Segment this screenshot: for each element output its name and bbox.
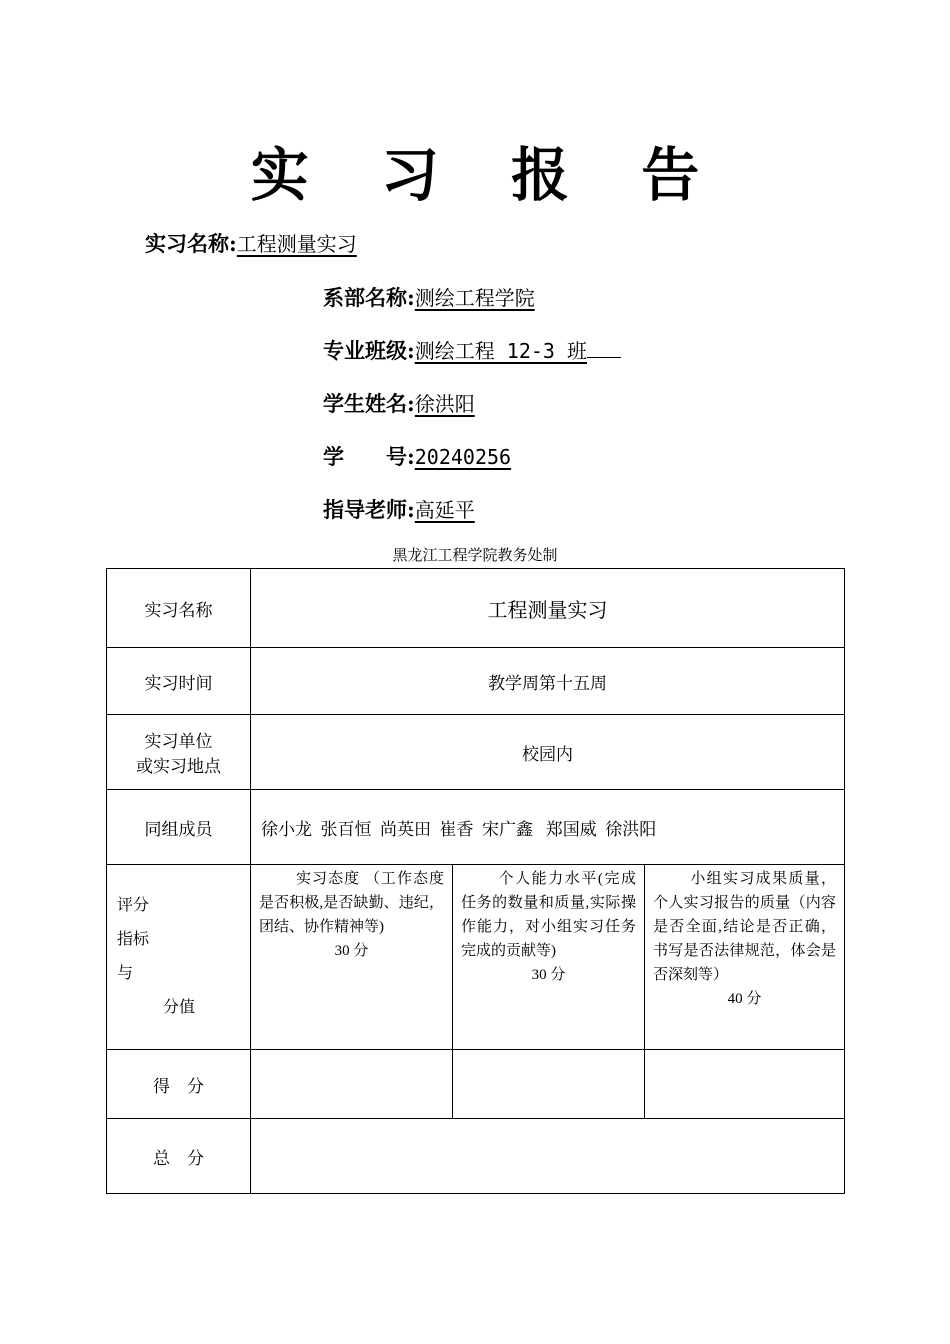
place-label-line-2: 或实习地点 — [136, 757, 221, 776]
row-got-score — [107, 1050, 845, 1119]
total-score-value-cell[interactable] — [251, 1119, 845, 1194]
advisor-value: 高延平 — [414, 498, 475, 522]
row-place — [107, 715, 845, 790]
class-value: 测绘工程 12-3 班 — [414, 339, 588, 363]
name-value-cell: 工程测量实习 — [251, 569, 845, 648]
criterion-group-quality-text: 小组实习成果质量，个人实习报告的质量（内容是否全面,结论是否正确，书写是否法律规范，体会是否深刻等） — [653, 871, 837, 983]
criterion-attitude — [251, 865, 453, 1050]
row-total-score — [107, 1119, 845, 1194]
criterion-ability — [453, 865, 645, 1050]
student-id-label: 学 号: — [323, 444, 415, 469]
score-label-line-4: 分值 — [163, 999, 196, 1016]
internship-name-label: 实习名称: — [145, 231, 237, 256]
criterion-ability-text: 个人能力水平(完成任务的数量和质量,实际操作能力，对小组实习任务完成的贡献等) — [461, 871, 636, 959]
class-label: 专业班级: — [323, 338, 415, 363]
row-criteria — [107, 865, 845, 1050]
evaluation-form — [106, 568, 845, 1194]
score-label-cell — [107, 865, 251, 1050]
score-label-line-2: 指标 — [117, 931, 150, 948]
student-line — [323, 388, 475, 418]
internship-name-line — [145, 228, 357, 258]
class-line — [323, 335, 621, 365]
place-label-cell — [107, 715, 251, 790]
name-label-cell: 实习名称 — [107, 569, 251, 648]
time-label-cell: 实习时间 — [107, 648, 251, 715]
student-id-value: 20240256 — [414, 445, 512, 469]
members-value-cell: 徐小龙 张百恒 尚英田 崔香 宋广鑫 郑国威 徐洪阳 — [251, 790, 845, 865]
advisor-label: 指导老师: — [323, 497, 415, 522]
total-score-label-cell: 总 分 — [107, 1119, 251, 1194]
criterion-attitude-text: 实习态度 （工作态度是否积极,是否缺勤、违纪，团结、协作精神等) — [259, 871, 444, 935]
criterion-group-quality — [645, 865, 845, 1050]
advisor-line — [323, 494, 475, 524]
members-label-cell: 同组成员 — [107, 790, 251, 865]
row-members — [107, 790, 845, 865]
got-score-group-cell[interactable] — [645, 1050, 845, 1119]
department-line — [323, 282, 535, 312]
internship-name-value: 工程测量实习 — [236, 232, 357, 256]
criterion-group-quality-points: 40 分 — [727, 991, 762, 1007]
department-label: 系部名称: — [323, 285, 415, 310]
score-label-line-1: 评分 — [117, 897, 150, 914]
criterion-attitude-points: 30 分 — [334, 943, 369, 959]
student-value: 徐洪阳 — [414, 392, 475, 416]
student-id-line — [323, 441, 511, 471]
place-value-cell: 校园内 — [251, 715, 845, 790]
row-name — [107, 569, 845, 648]
criterion-ability-points: 30 分 — [531, 967, 566, 983]
place-label-line-1: 实习单位 — [144, 732, 213, 751]
department-value: 测绘工程学院 — [414, 286, 535, 310]
time-value-cell: 教学周第十五周 — [251, 648, 845, 715]
got-score-attitude-cell[interactable] — [251, 1050, 453, 1119]
got-score-label-cell: 得 分 — [107, 1050, 251, 1119]
row-time — [107, 648, 845, 715]
score-label-line-3: 与 — [117, 965, 134, 982]
issuing-office: 黑龙江工程学院教务处制 — [392, 548, 558, 564]
student-label: 学生姓名: — [323, 391, 415, 416]
got-score-ability-cell[interactable] — [453, 1050, 645, 1119]
report-title: 实 习 报 告 — [250, 141, 726, 209]
class-underline-pad — [587, 337, 621, 358]
